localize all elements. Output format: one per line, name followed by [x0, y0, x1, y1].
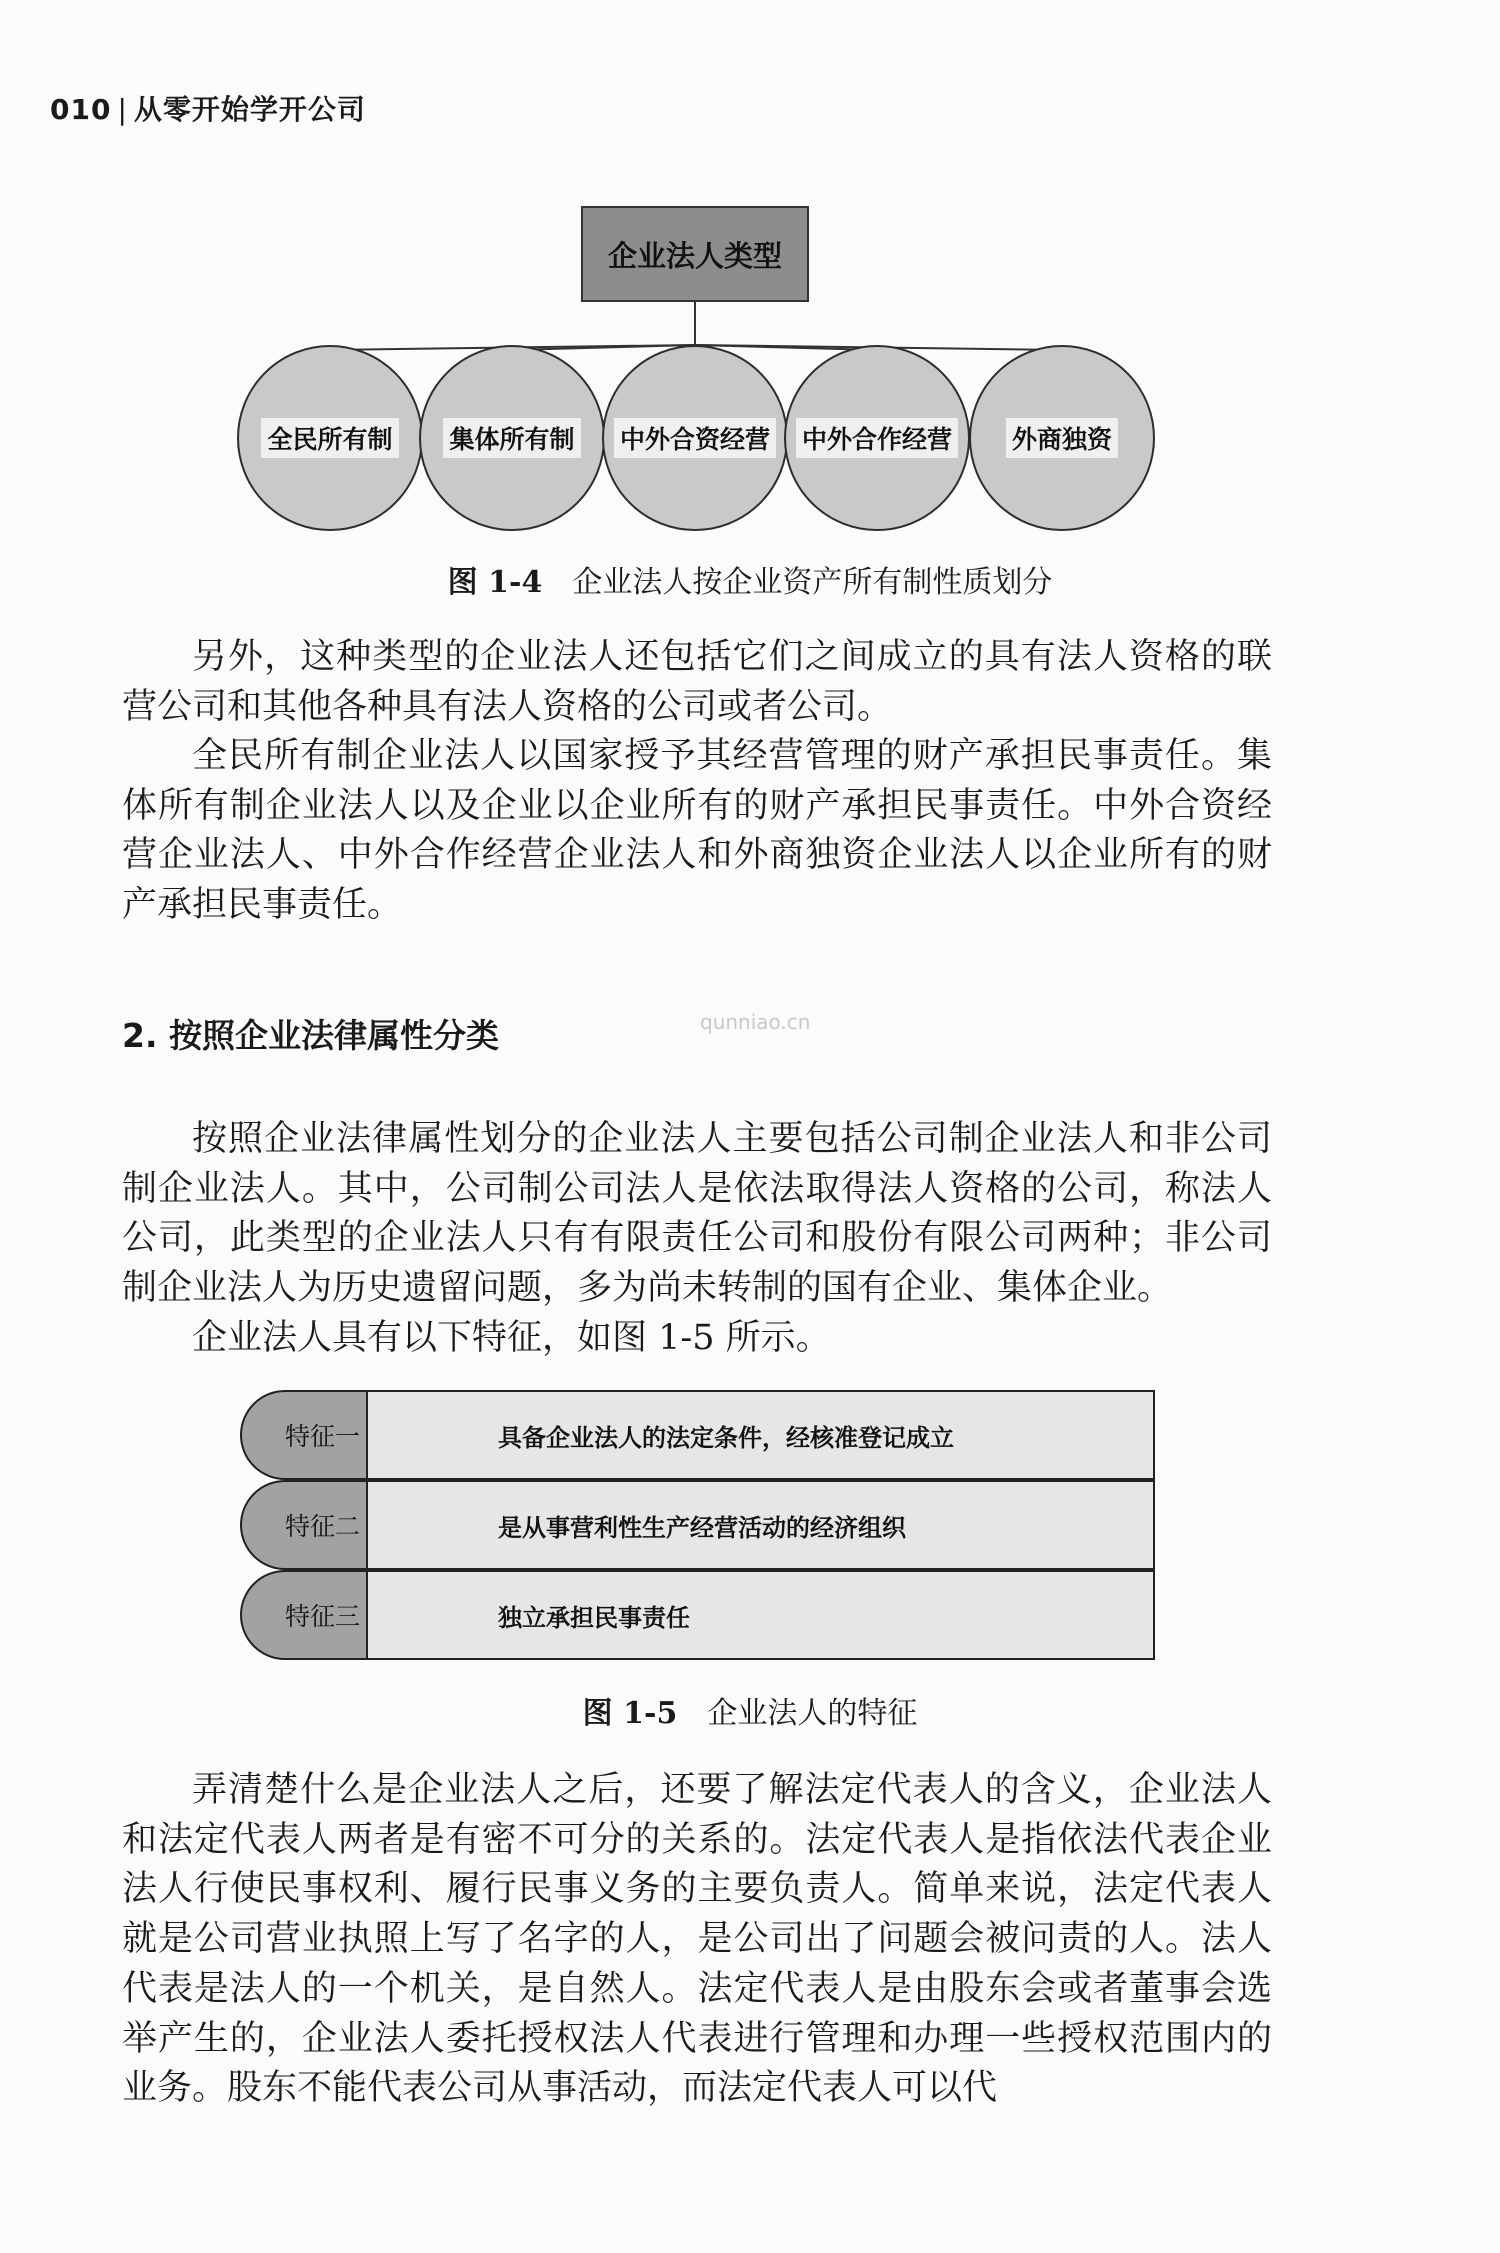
paragraph-civil-liability: 全民所有制企业法人以国家授予其经营管理的财产承担民事责任。集体所有制企业法人以及企业以企业所有的财产承担民事责任。中外合资经营企业法人、中外合作经营企业法人和外商独资企业法人以企业所有的财产承担民事责任。 [122, 736, 1272, 926]
book-title: 从零开始学开公司 [133, 93, 366, 126]
feature-tab: 特征三 [240, 1570, 370, 1660]
feature-text: 独立承担民事责任 [366, 1570, 1155, 1660]
figure-1-4-caption [0, 565, 1500, 601]
figure-1-5-caption [0, 1696, 1500, 1732]
feature-row-1 [240, 1390, 1155, 1480]
section-heading: 2. 按照企业法律属性分类 [122, 1016, 499, 1055]
root-node-enterprise-legal-person-type: 企业法人类型 [581, 206, 809, 302]
caption-text: 企业法人的特征 [707, 1696, 918, 1731]
watermark-text: qunniao.cn [700, 1010, 811, 1034]
circle-label: 集体所有制 [443, 418, 580, 458]
caption-number: 图 1-5 [582, 1696, 678, 1731]
feature-row-3 [240, 1570, 1155, 1660]
circle-label: 全民所有制 [261, 418, 398, 458]
feature-tab: 特征二 [240, 1480, 370, 1570]
circle-node-ownership-4 [784, 345, 970, 531]
circle-label: 中外合资经营 [614, 418, 776, 458]
page-number: 010 [50, 93, 112, 126]
feature-text: 具备企业法人的法定条件，经核准登记成立 [366, 1390, 1155, 1480]
figure-1-4 [0, 0, 1500, 560]
caption-text: 企业法人按企业资产所有制性质划分 [572, 565, 1053, 600]
circle-node-ownership-2 [419, 345, 605, 531]
feature-text: 是从事营利性生产经营活动的经济组织 [366, 1480, 1155, 1570]
circle-node-ownership-5 [969, 345, 1155, 531]
circle-label: 外商独资 [1006, 418, 1118, 458]
feature-tab: 特征一 [240, 1390, 370, 1480]
circle-node-ownership-3 [602, 345, 788, 531]
circle-node-ownership-1 [237, 345, 423, 531]
header-separator: | [117, 93, 128, 126]
paragraph-features-intro: 企业法人具有以下特征，如图 1-5 所示。 [192, 1318, 831, 1358]
circle-label: 中外合作经营 [796, 418, 958, 458]
feature-row-2 [240, 1480, 1155, 1570]
paragraph-legal-representative: 弄清楚什么是企业法人之后，还要了解法定代表人的含义，企业法人和法定代表人两者是有密不可分的关系的。法定代表人是指依法代表企业法人行使民事权利、履行民事义务的主要负责人。简单来说，法定代表人就是公司营业执照上写了名字的人，是公司出了问题会被问责的人。法人代表是法人的一个机关，是自然人。法定代表人是由股东会或者董事会选举产生的，企业法人委托授权法人代表进行管理和办理一些授权范围内的业务。股东不能代表公司从事活动，而法定代表人可以代 [122, 1770, 1272, 2109]
paragraph-joint-ventures: 另外，这种类型的企业法人还包括它们之间成立的具有法人资格的联营公司和其他各种具有法人资格的公司或者公司。 [122, 637, 1272, 727]
caption-number: 图 1-4 [447, 565, 543, 600]
paragraph-legal-attribute-classification: 按照企业法律属性划分的企业法人主要包括公司制企业法人和非公司制企业法人。其中，公司制公司法人是依法取得法人资格的公司，称法人公司，此类型的企业法人只有有限责任公司和股份有限公司两种；非公司制企业法人为历史遗留问题，多为尚未转制的国有企业、集体企业。 [122, 1119, 1272, 1309]
